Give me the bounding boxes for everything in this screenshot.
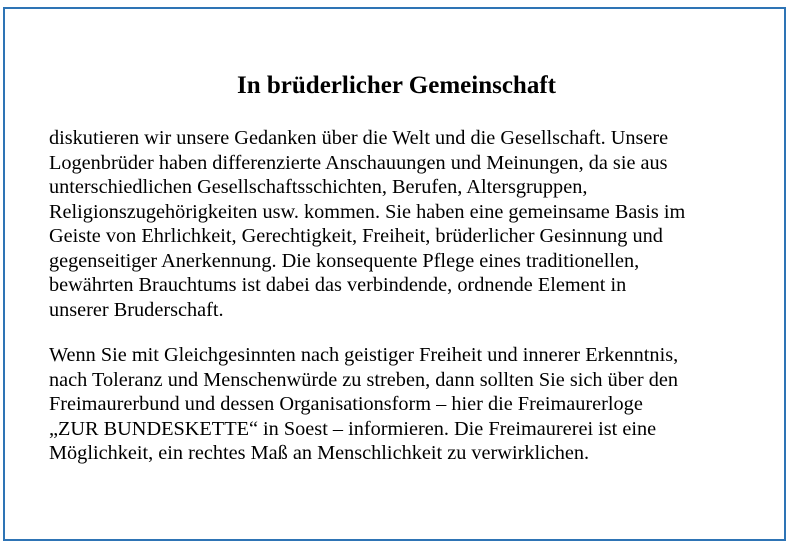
document-title: In brüderlicher Gemeinschaft — [237, 72, 556, 99]
text-line: gegenseitiger Anerkennung. Die konsequente Pflege eines traditionellen, — [49, 249, 640, 272]
text-line: nach Toleranz und Menschenwürde zu streben, dann sollten Sie sich über den — [49, 368, 678, 391]
text-line: Logenbrüder haben differenzierte Anschauungen und Meinungen, da sie aus — [49, 151, 668, 174]
text-line: bewährten Brauchtums ist dabei das verbindende, ordnende Element in — [49, 274, 627, 296]
paragraph-1 — [49, 126, 787, 322]
text-line: „ZUR BUNDESKETTE“ in Soest – informieren. Die Freimaurerei ist eine — [49, 417, 657, 440]
document-frame — [3, 7, 786, 541]
text-line: Religionszugehörigkeiten usw. kommen. Sie haben eine gemeinsame Basis im — [49, 200, 686, 223]
text-line: diskutieren wir unsere Gedanken über die Welt und die Gesellschaft. Unsere — [49, 127, 669, 149]
text-line: Möglichkeit, ein rechtes Maß an Menschlichkeit zu verwirklichen. — [49, 442, 590, 464]
text-line: Freimaurerbund und dessen Organisationsform – hier die Freimaurerloge — [49, 393, 643, 415]
text-line: Wenn Sie mit Gleichgesinnten nach geistiger Freiheit und innerer Erkenntnis, — [49, 344, 679, 366]
text-line: unserer Bruderschaft. — [49, 298, 224, 321]
paragraph-2 — [49, 343, 787, 466]
document-body — [49, 126, 787, 466]
text-line: Geiste von Ehrlichkeit, Gerechtigkeit, Freiheit, brüderlicher Gesinnung und — [49, 225, 663, 247]
text-line: unterschiedlichen Gesellschaftsschichten, Berufen, Altersgruppen, — [49, 176, 588, 198]
paragraph-spacer — [49, 322, 787, 343]
